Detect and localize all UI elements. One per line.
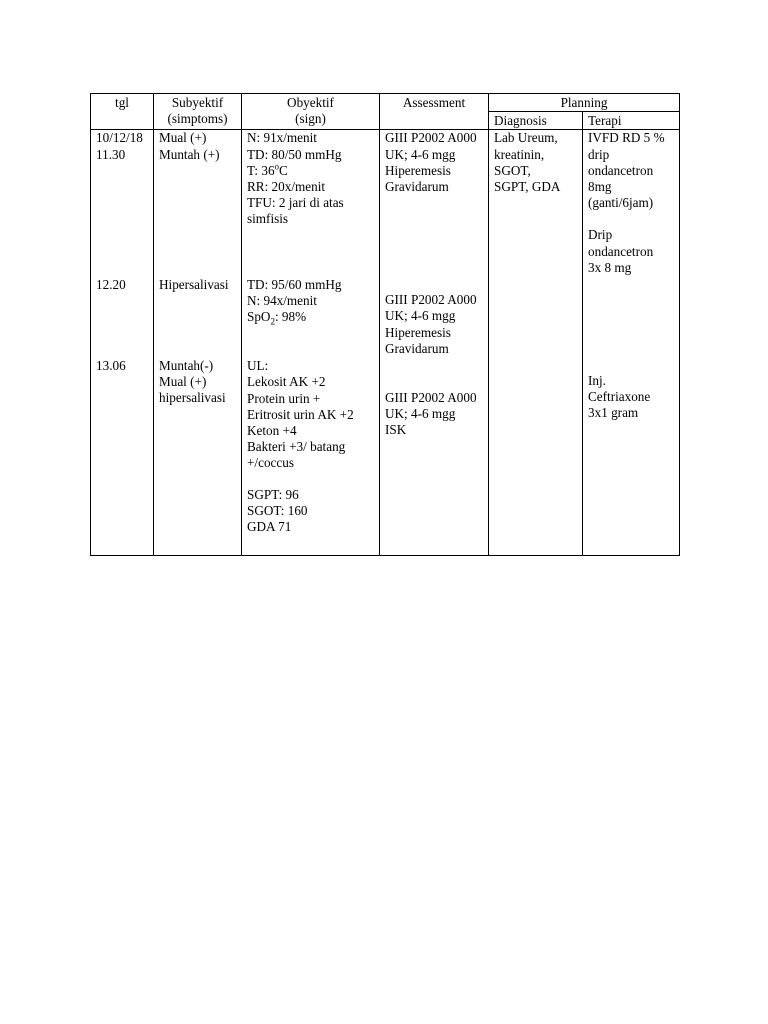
tgl-entry-2: 12.20 [96,276,126,292]
obyektif-entry-2: TD: 95/60 mmHg N: 94x/menit SpO$_2$: 98% [247,276,342,327]
cell-assessment [380,130,489,556]
header-subyektif: Subyektif (simptoms) [154,94,242,130]
obyektif-entry-3: UL: Lekosit AK +2 Protein urin + Eritrosit urin AK +2 Keton +4 Bakteri +3/ batang +/coccus [247,358,354,471]
cell-diagnosis [489,130,583,556]
assessment-entry-3: GIII P2002 A000 UK; 4-6 mgg ISK [385,390,477,438]
subyektif-entry-1: Mual (+) Muntah (+) [159,130,220,162]
cell-subyektif [154,130,242,556]
cell-obyektif [242,130,380,556]
terapi-entry-1b: Drip ondancetron 3x 8 mg [588,227,654,275]
assessment-entry-1: GIII P2002 A000 UK; 4-6 mgg Hiperemesis Gravidarum [385,130,477,195]
soap-table [90,93,680,556]
header-diagnosis: Diagnosis [489,112,583,130]
obyektif-entry-1: N: 91x/menit TD: 80/50 mmHg T: 36$^o$C RR: 20x/menit TFU: 2 jari di atas simfisis [247,130,344,227]
header-tgl: tgl [91,94,154,130]
diagnosis-entry-1: Lab Ureum, kreatinin, SGOT, SGPT, GDA [494,130,561,195]
obyektif-entry-3-labs: SGPT: 96 SGOT: 160 GDA 71 [247,486,308,535]
table-body-row [91,130,680,556]
cell-terapi [583,130,680,556]
tgl-entry-3: 13.06 [96,358,126,374]
cell-tgl [91,130,154,556]
terapi-entry-1a: IVFD RD 5 % drip ondancetron 8mg (ganti/6jam) [588,130,665,211]
header-row [91,94,680,112]
terapi-entry-3: Inj. Ceftriaxone 3x1 gram [588,373,651,421]
subyektif-entry-2: Hipersalivasi [159,276,229,292]
subyektif-entry-3: Muntah(-) Mual (+) hipersalivasi [159,358,226,406]
header-assessment: Assessment [380,94,489,130]
assessment-entry-2: GIII P2002 A000 UK; 4-6 mgg Hiperemesis Gravidarum [385,292,477,356]
header-planning: Planning [489,94,680,112]
tgl-entry-1: 10/12/18 11.30 [96,130,143,162]
header-obyektif: Obyektif (sign) [242,94,380,130]
header-terapi: Terapi [583,112,680,130]
